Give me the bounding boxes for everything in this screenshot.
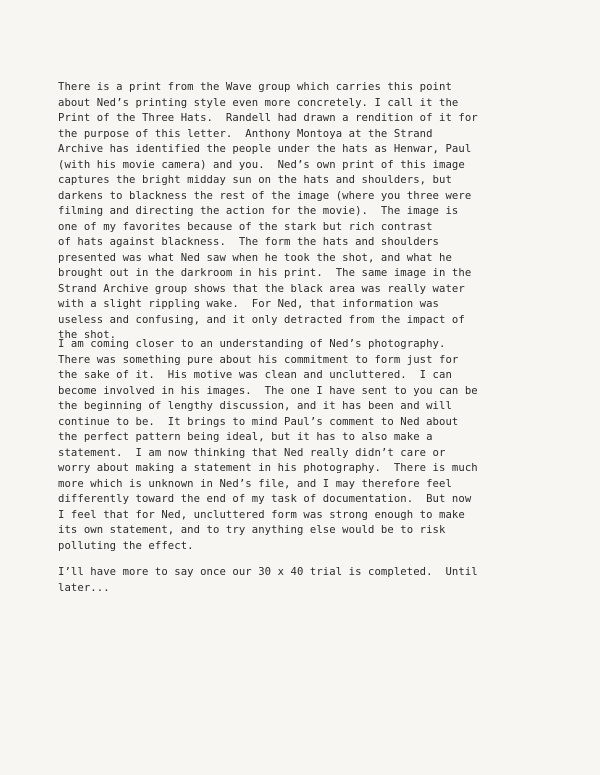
text-line: more which is unknown in Ned’s file, and I may therefore feel [58, 477, 452, 490]
text-line: (with his movie camera) and you. Ned’s own print of this image [58, 158, 465, 171]
text-line: captures the bright midday sun on the hats and shoulders, but [58, 174, 452, 186]
text-line: presented was what Ned saw when he took the shot, and what he [58, 251, 452, 264]
text-line: darkens to blackness the rest of the image (where you three were [58, 189, 472, 202]
text-line: worry about making a statement in his photography. There is much [58, 462, 478, 474]
text-line: There is a print from the Wave group which carries this point [58, 81, 452, 93]
text-line: Print of the Three Hats. Randell had drawn a rendition of it for [58, 112, 478, 124]
text-line: of hats against blackness. The form the hats and shoulders [58, 236, 440, 248]
text-line: later... [58, 581, 110, 594]
text-line: continue to be. It brings to mind Paul’s comment to Ned about [58, 415, 459, 428]
text-line: the perfect pattern being ideal, but it has to also make a [58, 431, 433, 443]
text-line: statement. I am now thinking that Ned really didn’t care or [58, 446, 446, 459]
text-line: brought out in the darkroom in his print. The same image in the [58, 267, 472, 279]
text-line: polluting the effect. [58, 539, 194, 552]
text-line: I’ll have more to say once our 30 x 40 trial is completed. Until [58, 566, 478, 578]
text-line: Strand Archive group shows that the black area was really water [58, 282, 465, 295]
text-line: become involved in his images. The one I have sent to you can be [58, 384, 478, 397]
text-line: about Ned’s printing style even more concretely. I call it the [58, 96, 459, 109]
text-line: I feel that for Ned, uncluttered form was strong enough to make [58, 508, 465, 521]
text-line: the purpose of this letter. Anthony Montoya at the Strand [58, 127, 433, 140]
text-line: with a slight rippling wake. For Ned, that information was [58, 298, 440, 310]
text-line: Archive has identified the people under the hats as Henwar, Paul [58, 143, 472, 155]
paragraph-closing [58, 565, 478, 596]
text-line: its own statement, and to try anything else would be to risk [58, 524, 446, 536]
text-line: differently toward the end of my task of documentation. But now [58, 493, 472, 505]
text-line: the shot. [58, 329, 117, 341]
text-line: the beginning of lengthy discussion, and it has been and will [58, 400, 452, 412]
text-line: filming and directing the action for the movie). The image is [58, 205, 459, 217]
text-line: useless and confusing, and it only detracted from the impact of [58, 313, 465, 326]
paragraph-understanding-photography [58, 337, 478, 554]
paragraph-print-of-three-hats [58, 80, 478, 344]
text-line: the sake of it. His motive was clean and uncluttered. I can [58, 369, 452, 381]
text-line: I am coming closer to an understanding of Ned’s photography. [58, 338, 446, 350]
text-line: There was something pure about his commitment to form just for [58, 353, 459, 366]
text-line: one of my favorites because of the stark but rich contrast [58, 220, 433, 233]
